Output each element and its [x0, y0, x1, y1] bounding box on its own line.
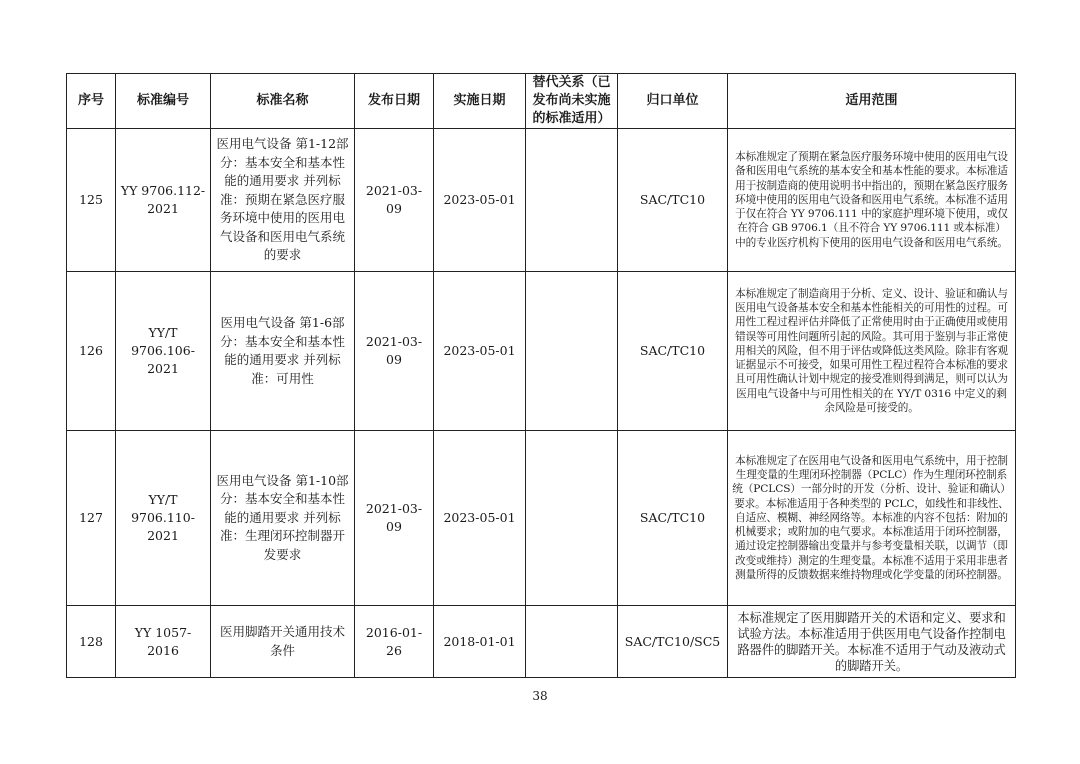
cell-scope: 本标准规定了医用脚踏开关的术语和定义、要求和试验方法。本标准适用于供医用电气设备作控制电路器件的脚踏开关。本标准不适用于气动及液动式的脚踏开关。: [728, 606, 1016, 678]
table-row: [67, 606, 1016, 678]
header-code: 标准编号: [116, 74, 211, 129]
cell-no: 127: [67, 431, 116, 606]
cell-implement-date: 2023-05-01: [434, 129, 526, 272]
cell-name: 医用电气设备 第1-6部分：基本安全和基本性能的通用要求 并列标准：可用性: [211, 272, 355, 431]
cell-implement-date: 2018-01-01: [434, 606, 526, 678]
cell-code: YY/T 9706.110-2021: [116, 431, 211, 606]
cell-implement-date: 2023-05-01: [434, 272, 526, 431]
cell-scope: 本标准规定了制造商用于分析、定义、设计、验证和确认与医用电气设备基本安全和基本性能相关的可用性的过程。可用性工程过程评估并降低了正常使用时由于正确使用或使用错误等可用性问题所引起的风险。其可用于鉴别与非正常使用相关的风险，但不用于评估或降低这类风险。除非有客观证据显示不可接受，如果可用性工程过程符合本标准的要求且可用性确认计划中规定的接受准则得到满足，则可以认为医用电气设备中与可用性相关的在 YY/T 0316 中定义的剩余风险是可接受的。: [728, 272, 1016, 431]
cell-scope: 本标准规定了预期在紧急医疗服务环境中使用的医用电气设备和医用电气系统的基本安全和基本性能的要求。本标准适用于按制造商的使用说明书中指出的，预期在紧急医疗服务环境中使用的医用电气设备和医用电气系统。本标准不适用于仅在符合 YY 9706.111 中的家庭护理环境下使用，或仅在符合 GB 9706.1（且不符合 YY 9706.111 或本标准）中的专业医疗机构下使用的医用电气设备和医用电气系统。: [728, 129, 1016, 272]
cell-unit: SAC/TC10: [618, 272, 728, 431]
table-row: [67, 431, 1016, 606]
cell-unit: SAC/TC10: [618, 431, 728, 606]
cell-code: YY 9706.112-2021: [116, 129, 211, 272]
cell-code: YY/T 9706.106-2021: [116, 272, 211, 431]
cell-implement-date: 2023-05-01: [434, 431, 526, 606]
header-no: 序号: [67, 74, 116, 129]
header-scope: 适用范围: [728, 74, 1016, 129]
cell-publish-date: 2016-01-26: [355, 606, 434, 678]
cell-publish-date: 2021-03-09: [355, 129, 434, 272]
table-row: [67, 129, 1016, 272]
cell-scope: 本标准规定了在医用电气设备和医用电气系统中，用于控制生理变量的生理闭环控制器（PCLC）作为生理闭环控制系统（PCLCS）一部分时的开发（分析、设计、验证和确认）要求。本标准适用于各种类型的 PCLC，如线性和非线性、自适应、模糊、神经网络等。本标准的内容不包括：附加的机械要求；或附加的电气要求。本标准适用于闭环控制器，通过设定控制器输出变量并与参考变量相关联，以调节（即改变或维持）测定的生理变量。本标准不适用于采用非患者测量所得的反馈数据来维持物理或化学变量的闭环控制器。: [728, 431, 1016, 606]
header-row: [67, 74, 1016, 129]
cell-replacement: [526, 431, 618, 606]
cell-name: 医用电气设备 第1-12部分：基本安全和基本性能的通用要求 并列标准：预期在紧急医疗服务环境中使用的医用电气设备和医用电气系统的要求: [211, 129, 355, 272]
cell-replacement: [526, 272, 618, 431]
header-unit: 归口单位: [618, 74, 728, 129]
cell-no: 128: [67, 606, 116, 678]
standards-table-container: [66, 73, 1016, 678]
page-number: 38: [532, 689, 548, 703]
cell-replacement: [526, 129, 618, 272]
table-row: [67, 272, 1016, 431]
standards-table: [66, 73, 1016, 678]
header-name: 标准名称: [211, 74, 355, 129]
cell-no: 125: [67, 129, 116, 272]
header-replacement: 替代关系（已发布尚未实施的标准适用）: [526, 74, 618, 129]
cell-unit: SAC/TC10: [618, 129, 728, 272]
header-publish-date: 发布日期: [355, 74, 434, 129]
header-implement-date: 实施日期: [434, 74, 526, 129]
cell-no: 126: [67, 272, 116, 431]
cell-replacement: [526, 606, 618, 678]
cell-unit: SAC/TC10/SC5: [618, 606, 728, 678]
cell-code: YY 1057-2016: [116, 606, 211, 678]
cell-publish-date: 2021-03-09: [355, 431, 434, 606]
cell-name: 医用电气设备 第1-10部分：基本安全和基本性能的通用要求 并列标准：生理闭环控制器开发要求: [211, 431, 355, 606]
cell-publish-date: 2021-03-09: [355, 272, 434, 431]
cell-name: 医用脚踏开关通用技术条件: [211, 606, 355, 678]
